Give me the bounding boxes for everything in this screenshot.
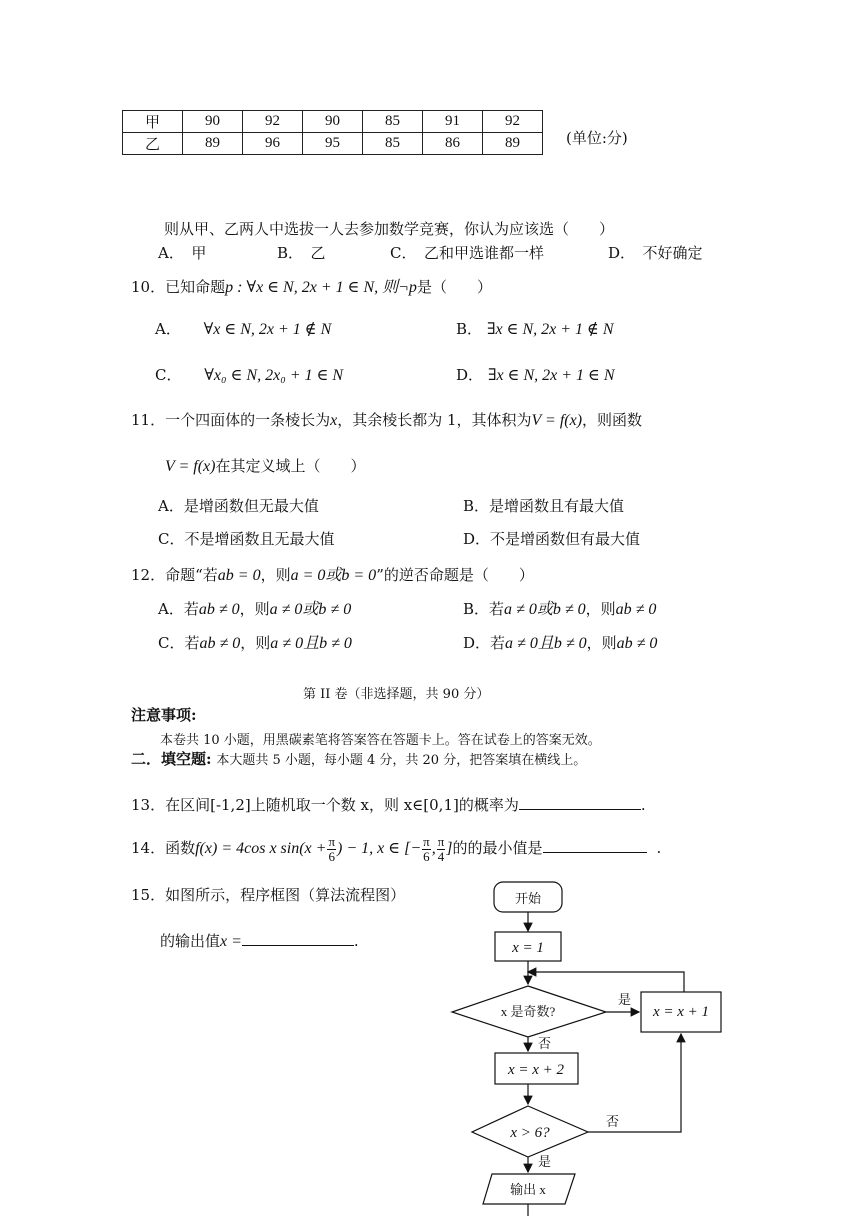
q14-func: f(x) = 4cos x sin(x + <box>195 840 327 857</box>
flow-cond1-label: x 是奇数? <box>500 1004 556 1019</box>
q10-option-c-label: C． <box>155 366 182 384</box>
score-cell: 92 <box>243 111 303 133</box>
flow-cond1-yes: 是 <box>618 992 632 1007</box>
q14-end: . <box>656 839 662 857</box>
q12-option-d-m2: ab ≠ 0 <box>616 635 658 652</box>
q11-option-d: D．不是增函数但有最大值 <box>463 530 641 548</box>
q12-option-a-label: A．若 <box>158 600 199 618</box>
score-cell: 89 <box>183 133 243 155</box>
q14-domain-den2: 4 <box>437 848 445 864</box>
q11-option-a: A．是增函数但无最大值 <box>158 497 319 515</box>
q12-stem-m1: ab = 0 <box>217 567 261 584</box>
q12-option-b-mid: ，则 <box>585 600 616 618</box>
q9-option-b: B． 乙 <box>277 244 326 262</box>
q15-line2-math: x = <box>220 933 242 950</box>
score-cell: 85 <box>363 111 423 133</box>
q12-option-d-mid: ，则 <box>586 634 617 652</box>
flow-start-label: 开始 <box>514 891 542 906</box>
section-heading: 二．填空题: <box>131 750 212 768</box>
flow-inc2-label: x = x + 2 <box>507 1062 565 1078</box>
q12-number: 12． <box>131 566 166 584</box>
q12-option-c-mid: ，则 <box>240 634 271 652</box>
score-row-name: 乙 <box>123 133 183 155</box>
q11-number: 11． <box>131 411 166 429</box>
q10-number: 10． <box>131 278 166 296</box>
score-cell: 86 <box>423 133 483 155</box>
q10-option-c-math: ∀x₀ ∈ N, 2x₀ + 1 ∈ N <box>204 367 344 384</box>
score-cell: 91 <box>423 111 483 133</box>
score-cell: 92 <box>483 111 543 133</box>
q9-option-c: C． 乙和甲选谁都一样 <box>390 244 544 262</box>
score-cell: 89 <box>483 133 543 155</box>
q12-stem-b: ，则 <box>260 566 291 584</box>
q10-stem-prefix: 已知命题 <box>165 278 226 296</box>
unit-label: (单位:分) <box>566 129 628 147</box>
q15-line2-text: 的输出值 <box>160 932 221 950</box>
q10-option-d-label: D． <box>456 366 484 384</box>
q12-option-b-m2: ab ≠ 0 <box>615 601 657 618</box>
q14-frac-den: 6 <box>328 848 335 864</box>
q15-number: 15． <box>131 886 166 904</box>
q10-option-d-math: ∃x ∈ N, 2x + 1 ∈ N <box>487 367 615 384</box>
notice-text: 本卷共 10 小题，用黑碳素笔将答案答在答题卡上。答在试卷上的答案无效。 <box>160 733 601 748</box>
q12-option-b-label: B．若 <box>463 600 505 618</box>
q12-option-a-mid: ，则 <box>239 600 270 618</box>
q13-end: . <box>640 796 646 814</box>
q12-stem-c: ”的逆否命题是（ ） <box>376 566 534 584</box>
q15-line1-text: 如图所示，程序框图（算法流程图） <box>165 886 406 904</box>
flow-init-label: x = 1 <box>512 940 544 956</box>
q12-option-a-m2: a ≠ 0或b ≠ 0 <box>269 601 352 618</box>
q14-domain-a: , x ∈ [− <box>369 840 422 857</box>
q11-option-c: C．不是增函数且无最大值 <box>158 530 335 548</box>
q9-option-a: A． 甲 <box>158 244 207 262</box>
q14-domain-num1: π <box>423 833 430 849</box>
flow-no-branch-line <box>588 1034 681 1132</box>
score-cell: 90 <box>303 111 363 133</box>
q11-text-c: ，则函数 <box>582 411 643 429</box>
q9-option-d: D． 不好确定 <box>608 244 703 262</box>
q12-option-d-m1: a ≠ 0且b ≠ 0 <box>505 635 587 652</box>
score-cell: 96 <box>243 133 303 155</box>
q10-stem-math: p : ∀x ∈ N, 2x + 1 ∈ N, 则¬p <box>225 279 417 296</box>
q14-frac-num: π <box>328 833 336 849</box>
q9-stem: 则从甲、乙两人中选拔一人去参加数学竞赛，你认为应该选（ ） <box>164 220 615 238</box>
q11-text-b: ，其余棱长都为 1，其体积为 <box>337 411 532 429</box>
q14-domain-end: ] <box>446 840 453 857</box>
q11-text-a: 一个四面体的一条棱长为 <box>165 411 331 429</box>
flow-inc1-label: x = x + 1 <box>652 1004 710 1020</box>
q14-prefix: 函数 <box>165 839 196 857</box>
q14-func-end: ) − 1 <box>337 840 370 857</box>
score-row-name: 甲 <box>123 111 183 133</box>
q11-option-b: B．是增函数且有最大值 <box>463 497 625 515</box>
q14-suffix: 的的最小值是 <box>452 839 543 857</box>
q13-number: 13． <box>131 796 166 814</box>
q12-option-c-label: C．若 <box>158 634 200 652</box>
score-cell: 85 <box>363 133 423 155</box>
q10-option-b-label: B． <box>456 320 483 338</box>
q12-option-b-m1: a ≠ 0或b ≠ 0 <box>504 601 586 618</box>
q12-stem-m2: a = 0或b = 0 <box>290 567 377 584</box>
q10-option-b-math: ∃x ∈ N, 2x + 1 ∉ N <box>486 321 614 338</box>
q12-option-c-m1: ab ≠ 0 <box>199 635 241 652</box>
flow-cond2-label: x > 6? <box>510 1125 550 1141</box>
score-cell: 90 <box>183 111 243 133</box>
q14-number: 14． <box>131 839 166 857</box>
q11-volume-func-2: V = f(x) <box>165 458 216 475</box>
q14-domain-num2: π <box>437 833 445 849</box>
q11-var-x: x <box>330 412 338 429</box>
q11-volume-func: V = f(x) <box>531 412 583 429</box>
flow-loop-back-line <box>528 972 684 992</box>
flow-output-label: 输出 x <box>510 1182 546 1197</box>
flow-cond2-no: 否 <box>606 1114 620 1129</box>
q12-option-c-m2: a ≠ 0且b ≠ 0 <box>270 635 352 652</box>
score-cell: 95 <box>303 133 363 155</box>
q12-stem-a: 命题“若 <box>165 566 218 584</box>
q10-option-a-label: A． <box>155 320 181 338</box>
q14-domain-comma: , <box>431 840 436 857</box>
part2-title: 第 II 卷（非选择题，共 90 分） <box>303 687 490 702</box>
section-text: 本大题共 5 小题，每小题 4 分，共 20 分，把答案填在横线上。 <box>216 753 587 768</box>
q12-option-d-label: D．若 <box>463 634 506 652</box>
q12-option-a-m1: ab ≠ 0 <box>198 601 240 618</box>
q11-line2-text: 在其定义域上（ ） <box>215 457 366 475</box>
flow-cond1-no: 否 <box>538 1036 552 1051</box>
q15-end: . <box>353 932 359 950</box>
flow-cond2-yes: 是 <box>538 1154 552 1169</box>
q13-text: 在区间[-1,2]上随机取一个数 x，则 x∈[0,1]的概率为 <box>165 796 519 814</box>
q14-domain-den1: 6 <box>423 848 430 864</box>
notice-heading: 注意事项: <box>131 706 197 724</box>
q10-option-a-math: ∀x ∈ N, 2x + 1 ∉ N <box>203 321 332 338</box>
q10-stem-suffix: 是（ ） <box>416 278 492 296</box>
